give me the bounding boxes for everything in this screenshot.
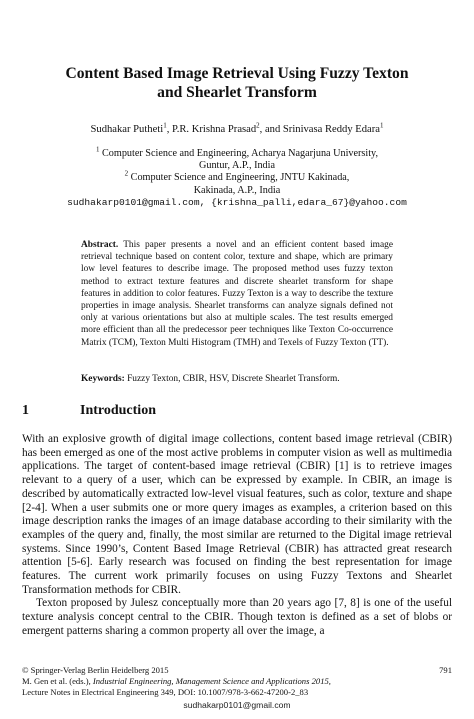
- author-affiliation-mark: 2: [256, 121, 260, 130]
- affiliation-line: Kakinada, A.P., India: [193, 184, 281, 196]
- series-doi: Lecture Notes in Electrical Engineering 349, DOI: 10.1007/978-3-662-47200-2_83: [22, 687, 309, 697]
- abstract: [81, 239, 393, 349]
- author-emails: sudhakarp0101@gmail.com, {krishna_palli,edara_67}@yahoo.com: [67, 196, 407, 208]
- title-line-2: and Shearlet Transform: [157, 84, 317, 101]
- book-editors: M. Gen et al. (eds.),: [22, 676, 91, 686]
- affiliation-line: Guntur, A.P., India: [199, 160, 275, 172]
- book-title: Industrial Engineering, Management Science and Applications 2015,: [92, 676, 331, 686]
- body-paragraph: Texton proposed by Julesz conceptually more than 20 years ago [7, 8] is one of the useful texture analysis concept central to the CBIR. Though texton is defined as a set of blobs or emergent patterns sharing a common property all over the image, a: [22, 597, 452, 637]
- copyright-notice: © Springer-Verlag Berlin Heidelberg 2015: [22, 665, 169, 675]
- keywords-text: Fuzzy Texton, CBIR, HSV, Discrete Shearlet Transform.: [127, 374, 340, 384]
- section-heading: [22, 403, 452, 419]
- section-number: 1: [22, 403, 29, 418]
- affiliation-line: [20, 145, 454, 160]
- title-line-1: Content Based Image Retrieval Using Fuzzy Texton: [65, 65, 409, 82]
- abstract-text: This paper presents a novel and an efficient content based image retrieval technique based on content color, texture and shape, which are primary low level features to describe image. The proposed method uses fuzzy texton method to extract texture features and discrete shearlet transform for shape features in addition to color features. Fuzzy Texton is a way to describe the texture properties in image analysis. Shearlet transforms can analyze signals defined not only at various orientations but also at multiple scales. The test results emerged more efficient than all the predecessor peer techniques like Texton Co-occurrence Matrix (TCM), Texton Multi Histogram (TMH) and Texels of Fuzzy Texton (TT).: [81, 240, 393, 348]
- author-list: Sudhakar Putheti$^1$, P.R. Krishna Prasad$^2$, and Srinivasa Reddy Edara$^1$: [90, 121, 384, 135]
- affiliation-line: [20, 172, 454, 184]
- author-affiliation-mark: 1: [163, 121, 167, 130]
- affiliation-text: Computer Science and Engineering, Acharya Nagarjuna University,: [102, 148, 379, 159]
- affiliation-mark: 1: [95, 145, 100, 154]
- keywords-label: Keywords:: [81, 374, 125, 384]
- author-affiliation-mark: 1: [380, 121, 384, 130]
- keywords: [81, 373, 393, 385]
- download-stamp: sudhakarp0101@gmail.com: [183, 700, 291, 710]
- author-name: P.R. Krishna Prasad: [171, 124, 257, 135]
- affiliation-mark: 2: [124, 170, 129, 179]
- affiliation-text: Computer Science and Engineering, JNTU Kakinada,: [130, 172, 350, 184]
- body-paragraph: With an explosive growth of digital image collections, content based image retrieval (CBIR) has been emerged as one of the most active problems in computer vision as well as multimedia applications. The target of content-based image retrieval (CBIR) [1] is to retrieve images relevant to a query of a user, which can be expressed by example. In CBIR, an image is described by automatically extracted low-level visual features, such as color, texture and shape [2-4]. When a user submits one or more query images as examples, a criterion based on this image description ranks the images of an image database according to their similarity with the examples of the query and, finally, the most similar are returned to the Digital image retrieval systems. Since 1990’s, Content Based Image Retrieval (CBIR) has attracted great research attention [5-6]. Early research was focused on finding the best representation for image features. The current work primarily focuses on using Fuzzy Textons and Shearlet Transformation methods for CBIR.: [22, 433, 452, 596]
- author-name: Srinivasa Reddy Edara: [282, 124, 380, 135]
- section-title: Introduction: [80, 403, 156, 418]
- section-body: [22, 433, 452, 639]
- author-name: Sudhakar Putheti: [90, 124, 164, 135]
- abstract-label: Abstract.: [81, 240, 119, 250]
- paper-title: [40, 64, 434, 102]
- page-footer: [22, 665, 452, 698]
- page-number: 791: [439, 665, 452, 675]
- affiliations: [20, 145, 454, 209]
